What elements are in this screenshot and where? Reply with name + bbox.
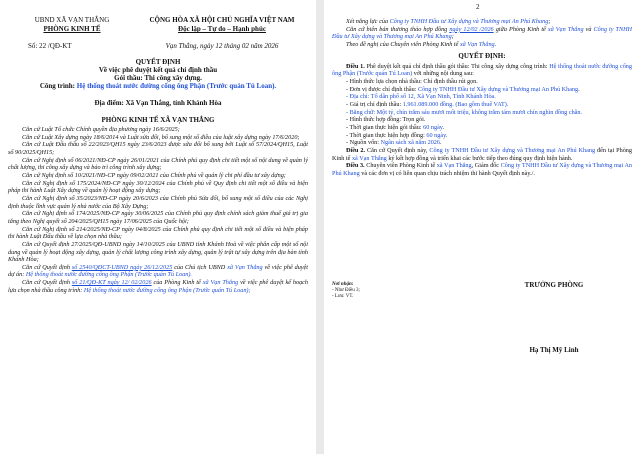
article-3: [332, 162, 632, 177]
location-line: [0, 99, 316, 107]
article-text: Chuyên viên Phòng Kinh tế: [364, 162, 437, 170]
recitals: [8, 126, 308, 294]
contractor-name: Công ty TNHH Đầu tư Xây dựng và Thương mại An Phú Khang: [429, 146, 596, 154]
recital: Căn cứ Nghị định số 10/2021/NĐ-CP ngày 09/02/2021 của Chính phủ về quản lý chi phí đầu tư xây dựng;: [22, 171, 286, 179]
recital-text: của Chủ tịch UBND: [172, 263, 228, 271]
recital-text: Căn cứ biên bản thương thảo hợp đồng: [346, 25, 450, 33]
item-text: - Thời gian thực hiện gói thầu:: [346, 123, 424, 131]
commune-name: xã Vạn Thắng: [459, 40, 495, 48]
commune-name: xã Vạn Thắng: [202, 279, 239, 287]
list-item: - Địa chỉ: Tổ dân phố số 12, Xã Vạn Ninh, Tỉnh Khánh Hòa.: [346, 93, 496, 101]
item-text: - Đơn vị được chỉ định thầu:: [346, 85, 418, 93]
page-gutter: [316, 0, 324, 454]
item-text: .: [578, 85, 580, 93]
item-text: . (Bao gồm thuế VAT).: [452, 100, 509, 108]
agency-name: UBND XÃ VẠN THẮNG: [34, 16, 110, 24]
recital: Căn cứ Luật Tổ chức Chính quyền địa phương ngày 16/6/2025;: [22, 126, 180, 133]
article-text: với những nội dung sau:: [412, 70, 474, 78]
article-text: Căn cứ Quyết định này,: [365, 146, 430, 154]
page-2: [324, 0, 640, 454]
recipients-label: Nơi nhận:: [332, 282, 354, 287]
date-line: Vạn Thắng, ngày 12 tháng 02 năm 2026: [165, 42, 279, 50]
package-name: Gói thầu: Thi công xây dựng.: [114, 74, 202, 82]
article-text: đến tại Phòng Kinh tế: [332, 146, 632, 162]
decides-heading: QUYẾT ĐỊNH:: [458, 51, 506, 60]
duration-value: 60 ngày: [426, 131, 446, 139]
recital: [8, 264, 308, 279]
signer-title: TRƯỞNG PHÒNG: [524, 281, 584, 289]
recital: Căn cứ Luật Xây dựng ngày 18/6/2014 và Luật sửa đổi, bổ sung một số điều của luật xây dựng ngày 17/6/2020;: [22, 133, 300, 141]
motto: Độc lập – Tự do – Hạnh phúc: [178, 25, 266, 33]
recipient-item: - Lưu: VT.: [332, 294, 354, 299]
recital-text: ;: [451, 33, 454, 41]
list-item: [332, 132, 632, 140]
recital-text: về việc phê duyệt kế hoạch lựa chọn nhà thầu công trình:: [8, 279, 309, 294]
document-number: Số: 22 /QĐ-KT: [28, 42, 72, 50]
recital-text: .: [494, 40, 497, 48]
list-item: [332, 124, 632, 132]
duration-value: 60 ngày: [423, 123, 443, 131]
item-text: - Giá trị chỉ định thầu:: [346, 100, 403, 108]
article-text: và các đơn vị có liên quan chịu trách nhiệm thi hành Quyết định này./.: [359, 169, 535, 177]
document-subject: Về việc phê duyệt kết quả chỉ định thầu: [98, 66, 218, 74]
list-item: [332, 86, 632, 94]
recital-text: và: [583, 25, 594, 33]
commune-name: xã Vạn Thắng: [547, 25, 584, 33]
item-text: - Nguồn vốn:: [346, 139, 381, 147]
recital: [332, 26, 632, 41]
recital-text: Căn cứ Quyết định: [22, 263, 72, 271]
article-1: [332, 63, 632, 78]
article-label: Điều 2.: [346, 146, 366, 154]
document-type: QUYẾT ĐỊNH: [135, 58, 181, 66]
project-name-ref: Hệ thống thoát nước đường cống ông Phận (Trước quán Tú Loan): [332, 62, 632, 78]
contractor-name: Công ty TNHH Đầu tư Xây dựng và Thương mại An Phú Khang: [417, 85, 579, 93]
decision-reference: số 2540/QĐCT-UBND ngày 26/12/2025: [71, 263, 173, 271]
recital-text: Căn cứ Quyết định: [22, 279, 72, 287]
project-label: Công trình:: [39, 82, 76, 90]
page-1: [0, 0, 316, 454]
recital: Căn cứ Luật Đấu thầu số 22/2023/QH15 ngày 23/6/2023 được sửa đổi bổ sung bởi Luật số 57/2024/QH15, Luật số 90/2025/QH15;: [8, 141, 308, 156]
commune-name: xã Vạn Thắng: [351, 154, 387, 162]
contractor-name: Công ty TNHH Đầu tư Xây dựng và Thương mại An Phú Khang: [332, 162, 633, 177]
decision-reference: số 21/QĐ-KT ngày 12/ 02/2026: [71, 279, 152, 287]
list-item: [332, 101, 632, 109]
signer-name: Hạ Thị Mỹ Linh: [529, 346, 579, 354]
issuer-heading: PHÒNG KINH TẾ XÃ VẠN THẮNG: [101, 116, 215, 124]
funding-source: Ngân sách xã năm 2026: [380, 139, 440, 147]
recital: Căn cứ Nghị định số 214/2025/NĐ-CP ngày 04/8/2025 của Chính phủ quy định chi tiết một số điều và biện pháp thi hành Luật Đấu thầu về lựa chọn nhà thầu;: [8, 225, 308, 241]
location-value: Xã Vạn Thắng, tỉnh Khánh Hòa: [125, 99, 222, 107]
recital: Căn cứ Quyết định 27/2025/QĐ-UBND ngày 14/10/2025 của UBND tỉnh Khánh Hoà về việc phân cấp một số nội dung về quản lý hoạt động xây dựng, quản lý chất lượng công trình xây dựng, quản lý trật tự xây dựng trên địa bàn tỉnh Khánh Hòa;: [8, 240, 308, 264]
recital: [332, 41, 632, 49]
page-number: 2: [476, 3, 480, 11]
recipient-item: - Như Điều 3;: [332, 288, 360, 293]
recital: Căn cứ Nghị định số 174/2025/NĐ-CP ngày 30/06/2025 của Chính phủ quy định chính sách giảm thuế giá trị gia tăng theo Nghị quyết số 204/2025/QH15 ngày 17/06/2025 của Quốc hội;: [8, 210, 308, 225]
recital-text: giữa Phòng Kinh tế: [493, 25, 548, 33]
contractor-name: Công ty TNHH Đầu tư Xây dựng và Thương mại An Phú Khang: [389, 18, 549, 25]
item-text: .: [442, 123, 445, 131]
recital-text: về việc phê duyệt dự án:: [8, 263, 309, 279]
article-text: Phê duyệt kết quả chỉ định thầu gói thầu: Thi công xây dựng công trình:: [364, 62, 550, 70]
recital: Căn cứ Nghị định số 35/2023/NĐ-CP ngày 20/6/2023 của Chính phủ Sửa đổi, bổ sung một số điều của các Nghị định thuộc lĩnh vực quản lý nhà nước của Bộ Xây Dựng;: [8, 194, 308, 210]
list-item: - Hình thức lựa chọn nhà thầu: Chỉ định thầu rút gọn.: [346, 77, 478, 85]
recital: [8, 279, 308, 294]
commune-name: xã Vạn Thắng: [227, 263, 263, 271]
recital: [332, 18, 632, 26]
article-text: , Giám đốc: [471, 162, 501, 170]
recital-text: Theo đề nghị của Chuyên viên Phòng Kinh tế: [346, 40, 460, 48]
item-text: - Thời gian thực hiện hợp đồng:: [346, 131, 427, 139]
recital-text: Xét năng lực của: [346, 18, 390, 25]
country-name: CỘNG HÒA XÃ HỘI CHỦ NGHĨA VIỆT NAM: [149, 16, 295, 24]
project-name: Hệ thống thoát nước đường cống ông Phận (Trước quán Tú Loan).: [76, 82, 277, 90]
minutes-date: ngày 12/02 /2026: [449, 25, 494, 33]
list-item: - Bằng chữ: Một tỷ, chín trăm sáu mươi mốt triệu, không trăm tám mươi chín nghìn đồng chẵn.: [346, 108, 583, 116]
article-2: [332, 147, 632, 162]
page-2-body: [332, 18, 632, 177]
article-text: ký kết hợp đồng và triển khai các bước tiếp theo đúng quy định hiện hành.: [386, 154, 573, 162]
contractor-name: Công ty TNHH Đầu tư Xây dựng và Thương mại An Phú Khang: [332, 25, 633, 41]
project-name-ref: Hệ thống thoát nước đường cống ông Phận (Trước quán Tú Loan).: [25, 271, 192, 279]
article-label: Điều 1.: [346, 62, 365, 70]
list-item: [332, 139, 632, 147]
commune-name: xã Vạn Thắng: [436, 162, 472, 170]
recital-text: của Phòng Kinh tế: [151, 279, 203, 287]
item-text: .: [440, 139, 442, 147]
project-line: [8, 82, 308, 90]
recital: Căn cứ Nghị định số 175/2024/NĐ-CP ngày 30/12/2024 của Chính phủ về Quy định chi tiết một số điều và biện pháp thi hành Luật Xây dựng về quản lý hoạt động xây dựng;: [8, 179, 308, 195]
article-label: Điều 3.: [346, 162, 365, 170]
recital-text: ;: [548, 18, 551, 25]
agency-department: PHÒNG KINH TẾ: [43, 25, 101, 33]
list-item: - Hình thức hợp đồng: Trọn gói.: [346, 116, 426, 124]
item-text: .: [445, 131, 448, 139]
contract-value: 1.961.089.000 đồng: [402, 100, 453, 108]
recital: Căn cứ Nghị định số 06/2021/NĐ-CP ngày 26/01/2021 của Chính phủ quy định chi tiết một số nội dung về quản lý chất lượng, thi công xây dựng và bảo trì công trình xây dựng;: [8, 156, 308, 172]
project-name-ref: Hệ thống thoát nước đường cống ông Phận (Trước quán Tú Loan);: [83, 286, 251, 294]
location-label: Địa điểm:: [94, 99, 124, 107]
